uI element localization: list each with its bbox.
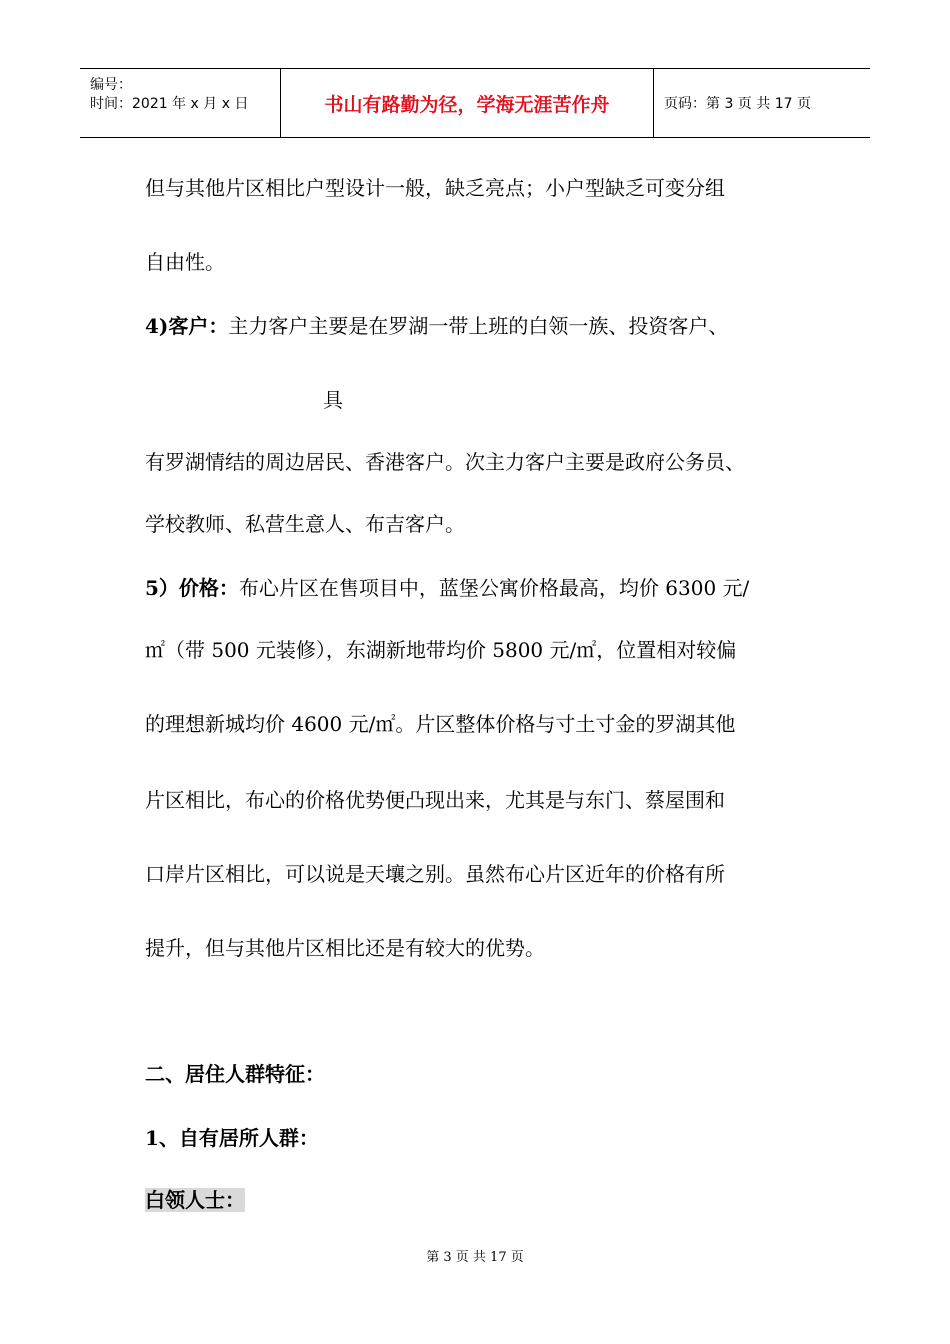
paragraph-line — [145, 310, 728, 339]
paragraph-line: 有罗湖情结的周边居民、香港客户。次主力客户主要是政府公务员、 — [145, 450, 745, 474]
paragraph-line — [145, 572, 749, 601]
sub-subsection-line — [145, 1184, 245, 1213]
highlighted-heading: 白领人士： — [145, 1188, 245, 1212]
customers-text: 主力客户主要是在罗湖一带上班的白领一族、投资客户、 — [228, 314, 729, 338]
section-label-price: 5）价格： — [145, 576, 239, 600]
subsection-heading: 1、自有居所人群： — [145, 1126, 319, 1150]
header-motto: 书山有路勤为径，学海无涯苦作舟 — [281, 69, 654, 137]
paragraph-line: 自由性。 — [145, 250, 225, 274]
paragraph-line: 学校教师、私营生意人、布吉客户。 — [145, 512, 465, 536]
header-page-number: 页码：第 3 页 共 17 页 — [664, 96, 811, 112]
section-heading: 二、居住人群特征： — [145, 1062, 325, 1086]
paragraph-line: ㎡（带 500 元装修），东湖新地带均价 5800 元/㎡，位置相对较偏 — [145, 638, 737, 662]
paragraph-line: 但与其他片区相比户型设计一般，缺乏亮点；小户型缺乏可变分组 — [145, 176, 725, 200]
page-header — [80, 68, 870, 138]
header-number: 编号： — [90, 77, 132, 93]
paragraph-line: 提升，但与其他片区相比还是有较大的优势。 — [145, 936, 545, 960]
section-label-customers: 4)客户： — [145, 314, 229, 338]
page-footer: 第 3 页 共 17 页 — [426, 1250, 524, 1265]
paragraph-line: 口岸片区相比，可以说是天壤之别。虽然布心片区近年的价格有所 — [145, 862, 725, 886]
price-text: 布心片区在售项目中，蓝堡公寓价格最高，均价 6300 元/ — [238, 576, 750, 600]
paragraph-line: 的理想新城均价 4600 元/㎡。片区整体价格与寸土寸金的罗湖其他 — [145, 712, 736, 736]
paragraph-line: 具 — [323, 388, 343, 412]
header-date: 时间：2021 年 x 月 x 日 — [90, 96, 249, 112]
paragraph-line: 片区相比，布心的价格优势便凸现出来，尤其是与东门、蔡屋围和 — [145, 788, 725, 812]
header-meta-cell — [80, 69, 281, 137]
